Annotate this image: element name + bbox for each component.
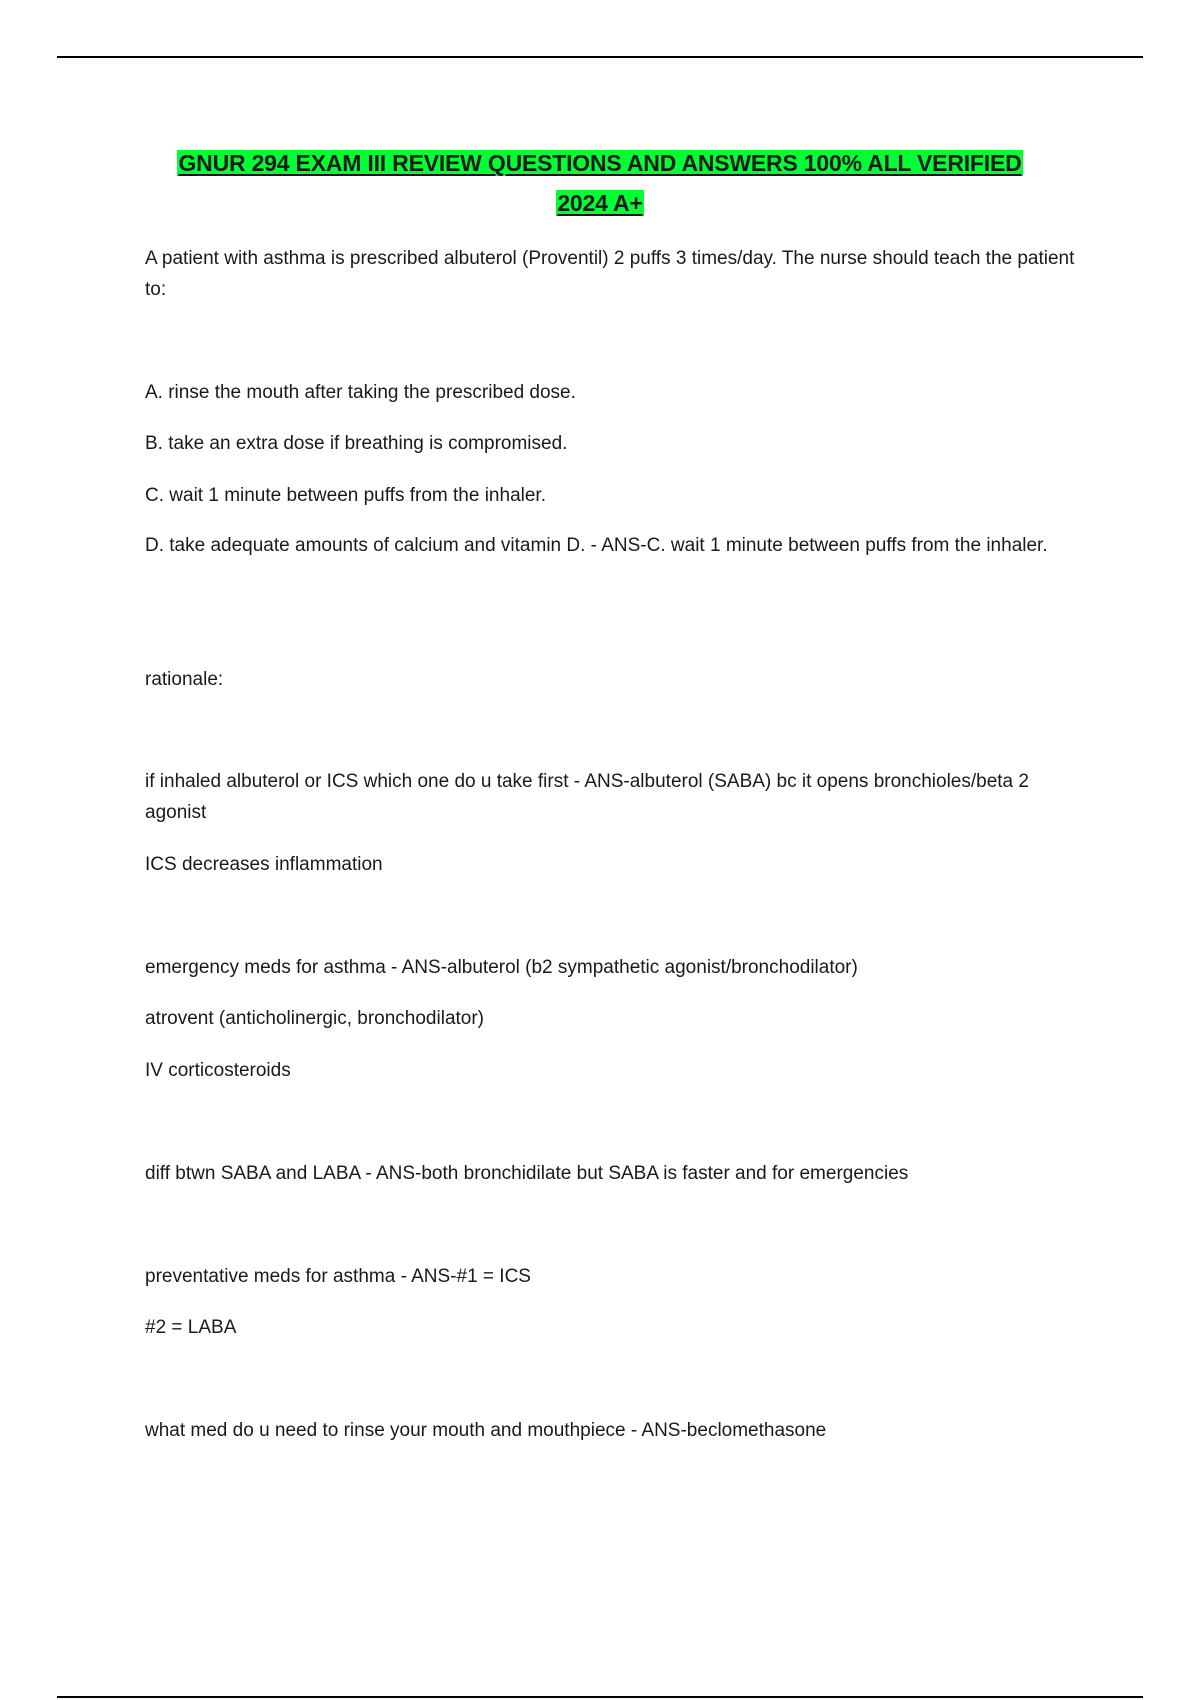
rationale-label: rationale: [145, 669, 224, 690]
document-title [0, 143, 1200, 223]
qa-iv-corticosteroids: IV corticosteroids [145, 1060, 291, 1081]
bottom-rule [57, 1696, 1143, 1698]
top-rule [57, 56, 1143, 58]
qa-atrovent: atrovent (anticholinergic, bronchodilator) [145, 1008, 485, 1029]
qa-saba-vs-laba: diff btwn SABA and LABA - ANS-both bronchidilate but SABA is faster and for emergencies [145, 1163, 909, 1184]
title-line-2: 2024 A+ [557, 190, 643, 216]
qa-rinse-mouth: what med do u need to rinse your mouth and mouthpiece - ANS-beclomethasone [145, 1420, 827, 1441]
option-a: A. rinse the mouth after taking the prescribed dose. [145, 382, 576, 403]
title-line-1: GNUR 294 EXAM III REVIEW QUESTIONS AND ANSWERS 100% ALL VERIFIED [178, 150, 1022, 176]
qa-albuterol-vs-ics: if inhaled albuterol or ICS which one do u take first - ANS-albuterol (SABA) bc it opens bronchioles/beta 2 agonist [145, 771, 1029, 823]
qa-ics-inflammation: ICS decreases inflammation [145, 854, 383, 875]
question-stem: A patient with asthma is prescribed albuterol (Proventil) 2 puffs 3 times/day. The nurse should teach the patient to: [145, 248, 1075, 300]
option-c: C. wait 1 minute between puffs from the inhaler. [145, 485, 546, 506]
qa-emergency-meds: emergency meds for asthma - ANS-albuterol (b2 sympathetic agonist/bronchodilator) [145, 957, 858, 978]
option-b: B. take an extra dose if breathing is compromised. [145, 433, 568, 454]
qa-preventative-meds: preventative meds for asthma - ANS-#1 = ICS [145, 1266, 531, 1287]
qa-laba: #2 = LABA [145, 1317, 237, 1338]
option-d-answer: D. take adequate amounts of calcium and vitamin D. - ANS-C. wait 1 minute between puffs from the inhaler. [145, 535, 1048, 556]
